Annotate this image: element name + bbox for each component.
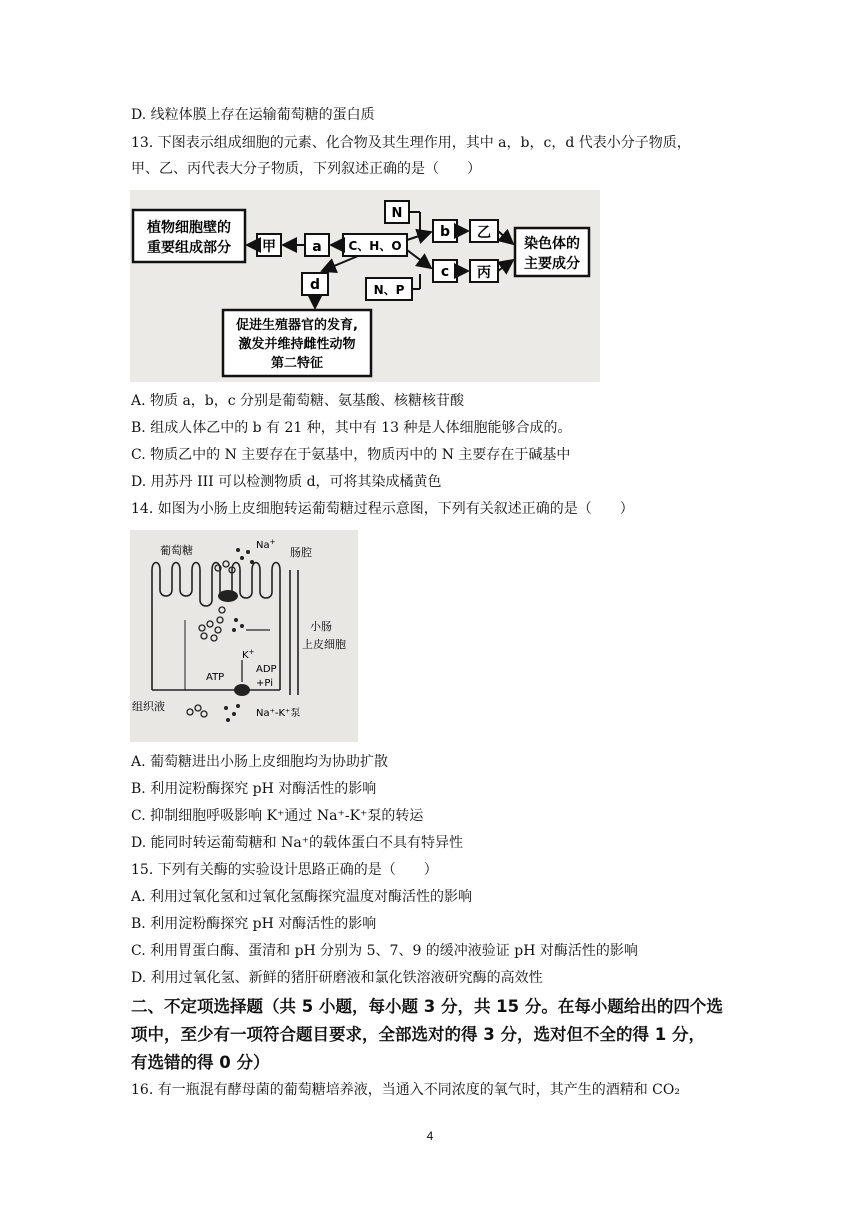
- q13-figure: [130, 190, 600, 382]
- glucose-label: 葡萄糖: [160, 544, 193, 557]
- q15-option-a: A. 利用过氧化氢和过氧化氢酶探究温度对酶活性的影响: [131, 889, 473, 905]
- q13-stem-line2: 甲、乙、丙代表大分子物质，下列叙述正确的是（ ）: [131, 161, 481, 177]
- na-ions: [224, 548, 254, 722]
- q13-option-c: C. 物质乙中的 N 主要存在于氨基中，物质丙中的 N 主要存在于碱基中: [131, 447, 571, 463]
- q15-option-d: D. 利用过氧化氢、新鲜的猪肝研磨液和氯化铁溶液研究酶的高效性: [131, 970, 543, 986]
- cho-label: C、H、O: [348, 239, 402, 253]
- function-line3: 第二特征: [270, 356, 324, 371]
- atp-label: ATP: [206, 672, 225, 683]
- section2-heading-line2: 项中，至少有一项符合题目要求，全部选对的得 3 分，选对但不全的得 1 分，: [131, 1025, 705, 1044]
- na-k-pump-icon: [234, 684, 250, 696]
- k-label: K: [242, 650, 249, 661]
- q15-option-c: C. 利用胃蛋白酶、蛋清和 pH 分别为 5、7、9 的缓冲液验证 pH 对酶活性的影响: [131, 943, 638, 959]
- q13-diagram: [130, 190, 600, 382]
- glucose-na-cotransporter: [218, 590, 238, 602]
- q14-option-b: B. 利用淀粉酶探究 pH 对酶活性的影响: [131, 781, 377, 797]
- function-line2: 激发并维持雌性动物: [238, 337, 356, 352]
- cell-label-line2: 上皮细胞: [302, 638, 346, 651]
- glucose-molecules: [187, 561, 235, 717]
- adp-label-line2: +Pi: [256, 678, 273, 689]
- pump-label: Na⁺-K⁺泵: [256, 708, 301, 719]
- d-label: d: [309, 277, 321, 293]
- q14-option-d: D. 能同时转运葡萄糖和 Na⁺的载体蛋白不具有特异性: [131, 835, 464, 851]
- cell-label-line1: 小肠: [310, 620, 332, 633]
- q14-diagram: [130, 530, 358, 742]
- bing-label: 丙: [477, 265, 491, 281]
- q15-stem: 15. 下列有关酶的实验设计思路正确的是（ ）: [131, 862, 438, 878]
- plant-wall-line1: 植物细胞壁的: [147, 220, 231, 236]
- function-line1: 促进生殖器官的发育,: [236, 318, 358, 333]
- q15-option-b: B. 利用淀粉酶探究 pH 对酶活性的影响: [131, 916, 377, 932]
- adp-label-line1: ADP: [256, 664, 277, 675]
- na-label-wrap: [256, 538, 276, 551]
- k-label-wrap: K+: [242, 648, 255, 661]
- yi-label: 乙: [477, 225, 491, 241]
- section2-heading-line1: 二、不定项选择题（共 5 小题，每小题 3 分，共 15 分。在每小题给出的四个选: [131, 997, 723, 1016]
- q13-option-a: A. 物质 a，b，c 分别是葡萄糖、氨基酸、核糖核苷酸: [131, 393, 465, 409]
- a-label: a: [312, 239, 322, 255]
- lumen-label: 肠腔: [290, 546, 312, 559]
- q13-stem-line1: 13. 下图表示组成细胞的元素、化合物及其生理作用，其中 a，b，c，d 代表小分子物质，: [131, 135, 691, 151]
- plant-wall-line2: 重要组成部分: [147, 240, 231, 256]
- section2-heading-line3: 有选错的得 0 分）: [131, 1053, 270, 1072]
- b-label: b: [439, 224, 451, 240]
- np-label: N、P: [373, 283, 405, 297]
- q14-option-a: A. 葡萄糖进出小肠上皮细胞均为协助扩散: [131, 754, 389, 770]
- tissue-fluid-label: 组织液: [132, 700, 165, 713]
- q12-option-d: D. 线粒体膜上存在运输葡萄糖的蛋白质: [131, 107, 375, 123]
- chromosome-line2: 主要成分: [524, 256, 580, 272]
- na-label: Na: [256, 540, 270, 551]
- q14-figure: [130, 530, 358, 742]
- chromosome-line1: 染色体的: [524, 236, 580, 252]
- q16-stem: 16. 有一瓶混有酵母菌的葡萄糖培养液，当通入不同浓度的氧气时，其产生的酒精和 CO₂: [131, 1082, 680, 1098]
- q13-option-b: B. 组成人体乙中的 b 有 21 种，其中有 13 种是人体细胞能够合成的。: [131, 420, 572, 436]
- c-label: c: [440, 264, 450, 280]
- q14-option-c: C. 抑制细胞呼吸影响 K⁺通过 Na⁺-K⁺泵的转运: [131, 808, 424, 824]
- q13-option-d: D. 用苏丹 III 可以检测物质 d，可将其染成橘黄色: [131, 474, 442, 490]
- n-label: N: [391, 206, 403, 221]
- jia-label: 甲: [262, 239, 276, 255]
- q14-stem: 14. 如图为小肠上皮细胞转运葡萄糖过程示意图，下列有关叙述正确的是（ ）: [131, 501, 634, 517]
- na-superscript: +: [269, 538, 276, 546]
- page-number: 4: [426, 1129, 434, 1143]
